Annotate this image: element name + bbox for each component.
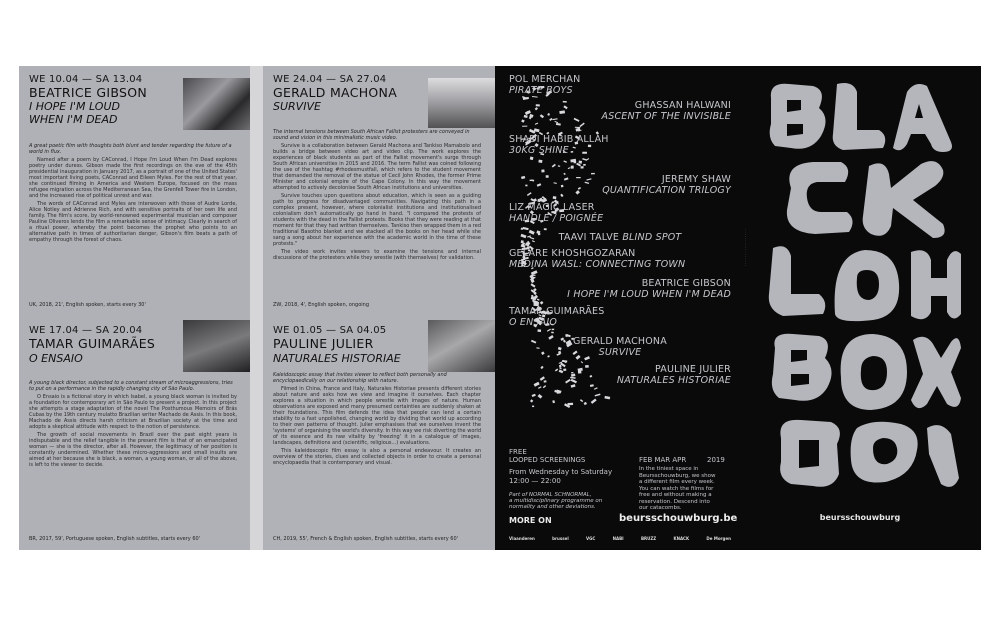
blurb-line: a different film every week. — [639, 479, 715, 485]
confetti-piece — [584, 402, 587, 405]
confetti-piece — [522, 227, 528, 230]
confetti-piece — [591, 398, 597, 403]
confetti-piece — [541, 169, 544, 172]
entry-lead: A young black director, subjected to a constant stream of microaggressions, tries to put on a performance in the rapidly changing city of São Paulo. — [29, 380, 233, 392]
film-still-photo — [183, 320, 250, 372]
confetti-piece — [553, 196, 557, 199]
program-artist: BEATRICE GIBSON — [641, 278, 731, 289]
entry-meta: CH, 2019, 55', French & English spoken, English subtitles, starts every 60' — [273, 536, 459, 542]
free-label: FREE — [509, 448, 527, 456]
entry-date: WE 01.05 — SA 04.05 — [273, 325, 387, 336]
more-on-label: MORE ON — [509, 516, 552, 525]
program-artist: SHADI HABIB ALLAH — [509, 134, 609, 145]
confetti-piece — [563, 160, 567, 162]
confetti-piece — [568, 167, 571, 169]
looped-label: LOOPED SCREENINGS — [509, 456, 586, 464]
entry-paragraph: Survive is a collaboration between Gerald Machona and Tankiso Mamabolo and builds a bridge between video art and video clip. The work explores the experiences of black students as part of the Fallist movement's surge through South African universities in 2015 and 2016. The term Fallist was coined following the use of the hashtag #rhodesmustfall, which refers to the student movement that demanded the removal of the statue of Cecil John Rhodes, the former Prime Minister and colonial empire of the Cape Colony. In this way the movement attempted to actively decolonise South African institutions and universities. — [273, 143, 481, 191]
entry-lead: Kaleidoscopic essay that invites viewer to reflect both personally and encyclopaedically on our relationship with nature. — [273, 372, 447, 384]
confetti-piece — [579, 161, 583, 164]
program-title: ASCENT OF THE INVISIBLE — [601, 111, 731, 122]
entry-date: WE 17.04 — SA 20.04 — [29, 325, 143, 336]
entry-body — [273, 143, 481, 263]
entry-paragraph: The growth of social movements in Brazil over the past eight years is indisputable and the relief tangible in the present film is that of an emancipated woman — she is the director, after all. However, the legitimacy of her position is constantly undermined. Whether these micro-aggressions and small insults are aimed at her because she is black, a woman, a young woman, or all of the above, is left to the viewer to decide. — [29, 432, 237, 468]
schedule-hours: 12:00 — 22:00 — [509, 477, 561, 485]
entry-title: I HOPE I'M LOUD — [29, 100, 120, 113]
sponsor-logo: Vlaanderen — [509, 535, 535, 541]
program-artist: LIZ MAGIC LASER — [509, 202, 595, 213]
program-artist: POL MERCHAN — [509, 74, 581, 85]
program-title: PIRATE BOYS — [509, 85, 573, 96]
confetti-piece — [595, 394, 601, 397]
entry-meta: UK, 2018, 21', English spoken, starts every 30' — [29, 302, 146, 308]
entry-title-2: WHEN I'M DEAD — [29, 113, 118, 126]
confetti-piece — [604, 396, 610, 399]
entry-title: O ENSAIO — [29, 352, 83, 365]
confetti-piece — [530, 399, 533, 402]
program-title: NATURALES HISTORIAE — [616, 375, 731, 386]
panel-cover — [739, 66, 981, 550]
sponsor-logo: KNACK — [673, 535, 690, 541]
confetti-piece — [552, 400, 555, 403]
entry-artist: TAMAR GUIMARÃES — [29, 336, 156, 351]
program-artist: GERALD MACHONA — [573, 336, 667, 347]
black-box-logo — [761, 78, 961, 493]
confetti-piece — [583, 164, 586, 166]
year-label: 2019 — [707, 456, 725, 464]
blurb-line: In the tiniest space in — [639, 466, 699, 472]
part-of-1: Part of NORMAL SCHNORMAL, — [509, 492, 592, 498]
film-still-photo — [428, 78, 495, 128]
confetti-piece — [535, 123, 538, 125]
entry-lead: A great poetic film with thoughts both blunt and tender regarding the future of a world in flux. — [29, 143, 232, 155]
confetti-piece — [580, 399, 583, 402]
confetti-piece — [551, 332, 554, 334]
entry-body — [29, 157, 237, 245]
film-still-photo — [428, 320, 495, 372]
panel-program-page-1 — [19, 66, 250, 550]
months-label: FEB MAR APR — [639, 456, 687, 464]
program-artist: TAMAR GUIMARÃES — [509, 306, 605, 317]
confetti-piece — [537, 329, 541, 332]
sponsor-logo: VGC — [586, 535, 596, 541]
program-artist-name: TAAVI TALVE — [558, 232, 623, 243]
program-artist: GHASSAN HALWANI — [634, 100, 731, 111]
entry-paragraph: Named after a poem by CAConrad, I Hope I'm Loud When I'm Dead explores poetry under duress. Gibson made the first recordings on the eve of the 45th presidential inauguration in January 2017, as a portrait of one of the United States' most important living poets, CAConrad and Eileen Myles. For the rest of that year, she continued filming in America and Western Europe, focused on the mass refugee migration across the Mediterranean Sea, the Grenfell Tower fire in London, and the increased rise of political unrest and war. — [29, 157, 237, 199]
panel-gutter — [250, 66, 263, 550]
blurb-line: our catacombs. — [639, 505, 682, 511]
program-artist — [509, 232, 731, 243]
panel-program-overview — [495, 66, 739, 550]
program-title: O ENSAIO — [509, 317, 558, 328]
program-artist: PAULINE JULIER — [654, 364, 731, 375]
entry-meta: BR, 2017, 59', Portuguese spoken, English subtitles, starts every 60' — [29, 536, 201, 542]
program-title: MEDINA WASL: CONNECTING TOWN — [509, 259, 686, 270]
confetti-piece — [532, 96, 538, 98]
sponsor-logo: brussel — [552, 535, 569, 541]
entry-meta: ZW, 2018, 4', English spoken, ongoing — [273, 302, 370, 308]
program-title: HANDLE / POIGNÉE — [509, 213, 604, 224]
sponsor-logo: De Morgen — [706, 535, 731, 541]
website-link[interactable]: beursschouwburg.be — [619, 513, 738, 524]
confetti-piece — [531, 270, 538, 275]
blurb-line: You can watch the films for — [639, 485, 714, 492]
confetti-piece — [552, 329, 555, 331]
program-artist: GELARE KHOSHGOZARAN — [509, 248, 636, 259]
film-still-photo — [183, 78, 250, 130]
confetti-piece — [532, 394, 536, 397]
confetti-piece — [582, 158, 587, 161]
entry-body — [273, 386, 481, 468]
blurb-line: free and without making a — [639, 492, 712, 498]
entry-title: NATURALES HISTORIAE — [273, 352, 401, 365]
confetti-piece — [594, 387, 598, 390]
confetti-piece — [540, 301, 544, 305]
confetti-piece — [547, 329, 551, 332]
cover-website[interactable]: beursschouwburg — [819, 513, 901, 522]
entry-lead: The internal tensions between South African Fallist protesters are conveyed in sound and vision in this minimalistic music video. — [273, 129, 470, 141]
entry-date: WE 24.04 — SA 27.04 — [273, 74, 387, 85]
entry-artist: PAULINE JULIER — [273, 336, 374, 351]
part-of-2: a multidisciplinary programme on — [509, 498, 603, 504]
confetti-piece — [558, 165, 560, 167]
program-title: QUANTIFICATION TRILOGY — [602, 185, 731, 196]
sponsor-logo: NABI — [612, 535, 624, 541]
panel-program-page-2 — [263, 66, 495, 550]
blurb-line: Beursschouwburg, we show — [639, 472, 716, 479]
confetti-piece — [568, 403, 574, 405]
confetti-piece — [579, 123, 584, 128]
schedule-days: From Wednesday to Saturday — [509, 468, 613, 476]
entry-paragraph: The words of CAConrad and Myles are interwoven with those of Audre Lorde, Alice Notley and Adrienne Rich, and with sensitive portraits of her own life and family. The film's score, by world-renowned experimental musician and composer Pauline Oliveros lends the film a remarkable sense of intimacy. Clearly in search of a ritual power, whereby the point becomes the prophet who points to an alternative path in times of authoritarian danger, Gibson's film beats a path of empathy through the forest of chaos. — [29, 201, 237, 243]
confetti-piece — [538, 386, 542, 389]
confetti-piece — [522, 126, 527, 127]
confetti-piece — [581, 166, 584, 168]
part-of-3: normality and other deviations. — [509, 504, 596, 510]
confetti-piece — [538, 394, 543, 399]
confetti-piece — [530, 157, 534, 161]
confetti-piece — [571, 166, 574, 169]
program-title: I HOPE I'M LOUD WHEN I'M DEAD — [567, 289, 731, 300]
entry-paragraph: This kaleidoscopic film essay is also a personal endeavour. It creates an overview of the stories, clues and collected objects in order to create a personal encyclopaedia that is contemporary and visual. — [273, 448, 481, 466]
program-title: SURVIVE — [598, 347, 642, 358]
confetti-piece — [552, 164, 556, 168]
entry-title: SURVIVE — [273, 100, 321, 113]
sponsor-logos — [509, 532, 731, 544]
entry-date: WE 10.04 — SA 13.04 — [29, 74, 143, 85]
sponsor-logo: BRUZZ — [640, 535, 657, 541]
program-title: 30KG SHINE — [509, 145, 569, 156]
entry-artist: GERALD MACHONA — [273, 85, 398, 100]
blurb-line: reservation. Descend into — [639, 498, 710, 505]
entry-paragraph: Filmed in China, France and Italy, Naturales Historiae presents different stories about nature and asks how we view and imagine it ourselves. Each chapter explores a situation in which people wrestle with images of nature. Human observations are exposed and many presumed certainties are suddenly shaken at their foundations. This film defends the idea that people can lend a certain stability to a fast unpolished, changing world by dividing that world up according to their own patterns of thought. Julier emphasises that we ourselves invent the 'systems' of organising the world's diversity. In this way we risk diverting the world of its essence and its raw vitality by 'freezing' it in a catalogue of images, landscapes, definitions and (scientific, religious...) evaluations. — [273, 386, 481, 446]
entry-paragraph: Survive touches upon questions about education, which is seen as a guiding path to progress for disadvantaged communities. Navigating this path in a complex present, however, where colonialist institutions and institutionalised colonialism don't automatically go hand in hand. "I compared the protests of students with the dead in the Fallist protests. Books that they were reading at that moment for that they had written themselves. Tankiso then wrapped them in a red traditional Basotho blanket and we stacked all the books on her head while she sang a song about her experience with the academic world in the time of these protests." — [273, 193, 481, 247]
confetti-piece — [532, 406, 534, 408]
program-artist: JEREMY SHAW — [661, 174, 731, 185]
flyer-sheet — [19, 66, 981, 550]
confetti-piece — [544, 228, 547, 230]
confetti-piece — [538, 160, 542, 163]
entry-artist: BEATRICE GIBSON — [29, 85, 148, 100]
entry-body — [29, 394, 237, 470]
program-title: BLIND SPOT — [622, 232, 682, 243]
confetti-piece — [556, 123, 561, 126]
entry-paragraph: The video work invites viewers to examine the tensions and internal discussions of the protesters while they wrestle (with themselves) for validation. — [273, 249, 481, 261]
spine-credit: · · · · · · · · · · · · · · · · · — [744, 229, 748, 266]
entry-paragraph: O Ensaio is a fictional story in which Isabel, a young black woman is invited by a foundation for contemporary art in São Paulo to present a project. In this project she attempts a stage adaptation of the novel The Posthumous Memoirs of Brás Cubas by the 19th century mulatto Brazilian writer Machado de Assis. In this book, Machado de Assis directs harsh criticism at Brazilian society at the time and adopts a skeptical attitude with respect to the notion of persistence. — [29, 394, 237, 430]
